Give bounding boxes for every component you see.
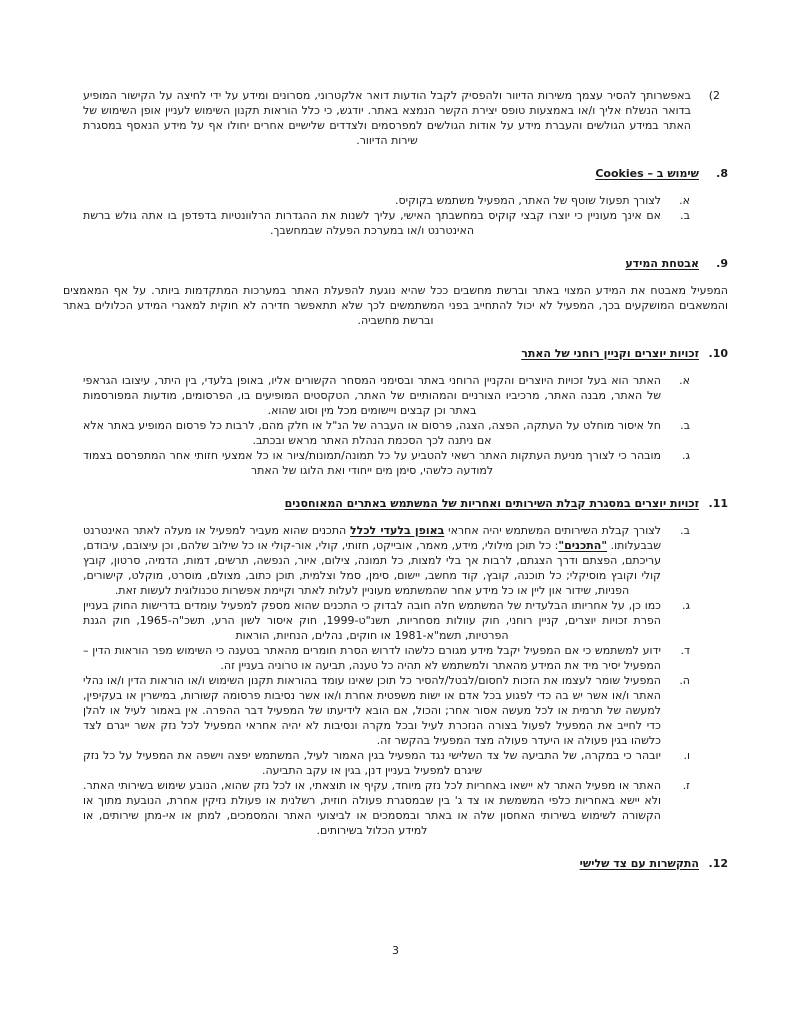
item-text <box>83 778 661 838</box>
section <box>63 166 728 238</box>
section-title: זכויות יוצרים במסגרת קבלת השירותים ואחריות של המשתמש באתרים המאוחסנים <box>284 497 699 510</box>
section-content <box>63 283 728 328</box>
section <box>63 88 728 148</box>
item-marker: ז. <box>682 779 690 792</box>
text-run: : כל תוכן מילולי, מידע, מאמר, אובייקט, חזותי, קולי, אור-קולי או כל שילוב שלהם, וכן עיצובם, עיבודם, עריכתם, הפצתם ודרך הצגתם, לרבות אך בלי למצות, כל תמונה, צילום, איור, הנפשה, תרשים, דמות, הדמיה, סרטון, קובץ קולי וקובץ מוסיקלי; כל תוכנה, קובץ, קוד מחשב, יישום, סימן, סמל וצלמית, תוכן כתוב, מצולם, מוסרט, מוקלט, קישורים, הפניות, שידור און ליין או כל מידע אחר שהמשתמש מעוניין לעלות לאתר וקיימת אפשרות טכנולוגית לעשות זאת. <box>83 539 661 597</box>
section-content <box>63 523 690 838</box>
item-text <box>83 598 661 643</box>
list-item <box>83 208 690 238</box>
item-marker: ה. <box>679 674 690 687</box>
section-heading <box>63 346 728 361</box>
list-item <box>83 88 720 148</box>
item-marker: ג. <box>681 599 690 612</box>
list-item <box>83 373 690 418</box>
item-text <box>83 673 661 748</box>
item-text <box>83 193 661 208</box>
list-item <box>83 598 690 643</box>
list-item <box>83 193 690 208</box>
item-text <box>83 418 661 448</box>
item-text <box>83 523 661 598</box>
section-body: המפעיל מאבטח את המידע המצוי באתר וברשת מחשבים ככל שהיא נוגעת להפעלת האתר במערכות המתקדמות ביותר. על אף המאמצים והמשאבים המושקעים בכך, המפעיל לא יכול להתחייב בפני המשתמשים לכך שלא תתאפשר חדירה לא חוקית למאגרי המידע הכלולים באתר וברשת מחשביה. <box>63 284 728 327</box>
sections <box>63 88 728 871</box>
section <box>63 346 728 478</box>
text-run: באפשרותך להסיר עצמך משירות הדיוור ולהפסיק לקבל הודעות דואר אלקטרוני, מסרונים ומידע על ידי לחיצה על הקישור המופיע בדואר הנשלח אליך ו/או באמצעות טופס יצירת הקשר הנמצא באתר. יודגש, כי כלל הוראות תקנון השימוש לעניין אופן השימוש של האתר במידע הגולשים והעברת מידע על אודות הגולשים למפרסמים ולצדדים שלישיים אחרים יחולו אף על מידע הנאסף במסגרת שירות הדיוור. <box>83 89 691 147</box>
list-item <box>83 418 690 448</box>
item-marker: א. <box>679 194 690 207</box>
list-item <box>83 673 690 748</box>
item-text <box>83 748 661 778</box>
section <box>63 256 728 328</box>
section-number: 10. <box>708 347 728 360</box>
section-content <box>63 88 720 148</box>
item-text <box>83 88 691 148</box>
section-content <box>63 193 690 238</box>
section-heading <box>63 166 728 181</box>
text-run: האתר הוא בעל זכויות היוצרים והקניין הרוחני באתר ובסימני המסחר הקשורים אליו, באופן בלעדי, בין היתר, עיצובו הגראפי של האתר, מבנה האתר, מרכיביו הצורניים והמהותיים של האתר, הטקסטים המופיעים בו, הפרסומים, מודעות המפורסמות באתר וכן קבצים ויישומים מכל מין וסוג שהוא. <box>83 374 661 417</box>
item-text <box>83 448 661 478</box>
item-text <box>83 643 661 673</box>
section <box>63 496 728 838</box>
emphasized-text: "התכנים" <box>558 539 608 552</box>
list-item <box>83 643 690 673</box>
section-title: התקשרות עם צד שלישי <box>579 857 699 870</box>
item-text <box>83 373 661 418</box>
item-text <box>83 208 661 238</box>
text-run: המפעיל שומר לעצמו את הזכות לחסום/לבטל/להסיר כל תוכן שאינו עומד בהוראות תקנון השימוש ו/או הוראות הדין ו/או נהלי האתר ו/או אשר יש בה כדי לפגוע בכל אדם או ישות משפטית אחרת ו/או אשר נסיבות פרסומה קשורות, במישרין או בעקיפין, למעשה של תרמית או לכל מעשה אסור אחר; והכול, אם הובא לידיעתו של המפעיל דבר ההפרה. אין באמור לעיל או להלן כדי לחייב את המפעיל לפעול בצורה הנזכרת לעיל ובכל מקרה ונסיבות לא יהיה אחראי המפעיל לכל נזק אשר ייגרם לצד כלשהו בגין פעולה או היעדר פעולה מצד המפעיל בהקשר זה. <box>83 674 661 747</box>
item-marker: 2) <box>708 89 720 102</box>
list-item <box>83 448 690 478</box>
item-marker: ד. <box>680 644 690 657</box>
section-title: שימוש ב – Cookies <box>595 167 699 180</box>
section-heading <box>63 256 728 271</box>
page-number: 3 <box>392 944 399 957</box>
section-heading <box>63 496 728 511</box>
text-run: לצורך תפעול שוטף של האתר, המפעיל משתמש בקוקיס. <box>394 194 661 207</box>
section-heading <box>63 856 728 871</box>
text-run: התכנים שהוא מעביר למפעיל או מעלה לאתר האינטרנט שבבעלותו. <box>83 524 661 552</box>
item-marker: ב. <box>680 419 690 432</box>
list-item <box>83 778 690 838</box>
section-number: 11. <box>708 497 728 510</box>
section-number: 8. <box>716 167 728 180</box>
emphasized-text: באופן בלעדי לכלל <box>350 524 445 537</box>
text-run: אם אינך מעוניין כי יוצרו קבצי קוקיס במחשבתך האישי, עליך לשנות את ההגדרות הרלוונטיות בדפדפן בו אתה גולש ברשת האינטרנט ו/או במערכת הפעלה שבמחשבך. <box>83 209 661 237</box>
section-number: 12. <box>708 857 728 870</box>
list-item <box>83 748 690 778</box>
item-marker: ו. <box>683 749 690 762</box>
section <box>63 856 728 871</box>
section-content <box>63 373 690 478</box>
text-run: יובהר כי במקרה, של התביעה של צד השלישי נגד המפעיל בגין האמור לעיל, המשתמש יפצה וישפה את המפעיל על כל נזק שיגרם למפעיל בעניין דנן, בגין או עקב התביעה. <box>83 749 661 777</box>
item-marker: א. <box>679 374 690 387</box>
text-run: כמו כן, על אחריותו הבלעדית של המשתמש חלה חובה לבדוק כי התכנים שהוא מספק למפעיל עומדים בדרישות החוק בעניין הפרת זכויות יוצרים, קניין רוחני, חוק עוולות מסחריות, תשנ"ט-1999, חוק איסור לשון הרע, תשכ"ה-1965, חוק הגנת הפרטיות, תשמ"א-1981 או חוקים, נהלים, הנחיות, הוראות <box>83 599 661 642</box>
section-title: זכויות יוצרים וקניין רוחני של האתר <box>521 347 699 360</box>
text-run: מובהר כי לצורך מניעת העתקות האתר רשאי להטביע על כל תמונה/תמונות/ציור או כל אמצעי חזותי אחר המתפרסם בצמוד למודעה כלשהי, סימן מים ייחודי ואת הלוגו של האתר <box>83 449 661 477</box>
item-marker: ב. <box>680 524 690 537</box>
item-marker: ב. <box>680 209 690 222</box>
section-number: 9. <box>716 257 728 270</box>
section-title: אבטחת המידע <box>625 257 699 270</box>
text-run: לצורך קבלת השירותים המשתמש יהיה אחראי <box>444 524 661 537</box>
item-marker: ג. <box>681 449 690 462</box>
text-run: חל איסור מוחלט על העתקה, הפצה, הצגה, פרסום או העברה של הנ"ל או חלק מהם, לרבות כל פרסום המופיע באתר אלא אם ניתנה לכך הסכמת הנהלת האתר מראש ובכתב. <box>83 419 661 447</box>
text-run: האתר או מפעיל האתר לא יישאו באחריות לכל נזק מיוחד, עקיף או תוצאתי, או לכל נזק שהוא, הנובע שימוש בשירותי האתר. ולא יישא באחריות כלפי המשמשת או צד ג' בין שבמסגרת פעולה חוזית, רשלנית או פעולת נזיקין אחרת, הנובעת מתוך או הקשורה לשימוש בשירותי האחסון שלה או באתר ובמסמכים או לביצועי האתר והמסמכים, למתן או אי-מתן שירותים, או למידע הכלול בשירותים. <box>83 779 661 837</box>
text-run: ידוע למשתמש כי אם המפעיל יקבל מידע מגורם כלשהו לדרוש הסרת חומרים מהאתר בטענה כי השימוש מפר הוראות הדין – המפעיל יסיר מיד את המידע מהאתר ולמשתמש לא תהיה כל טענה, תביעה או טרוניה בעניין זה. <box>83 644 661 672</box>
list-item <box>83 523 690 598</box>
